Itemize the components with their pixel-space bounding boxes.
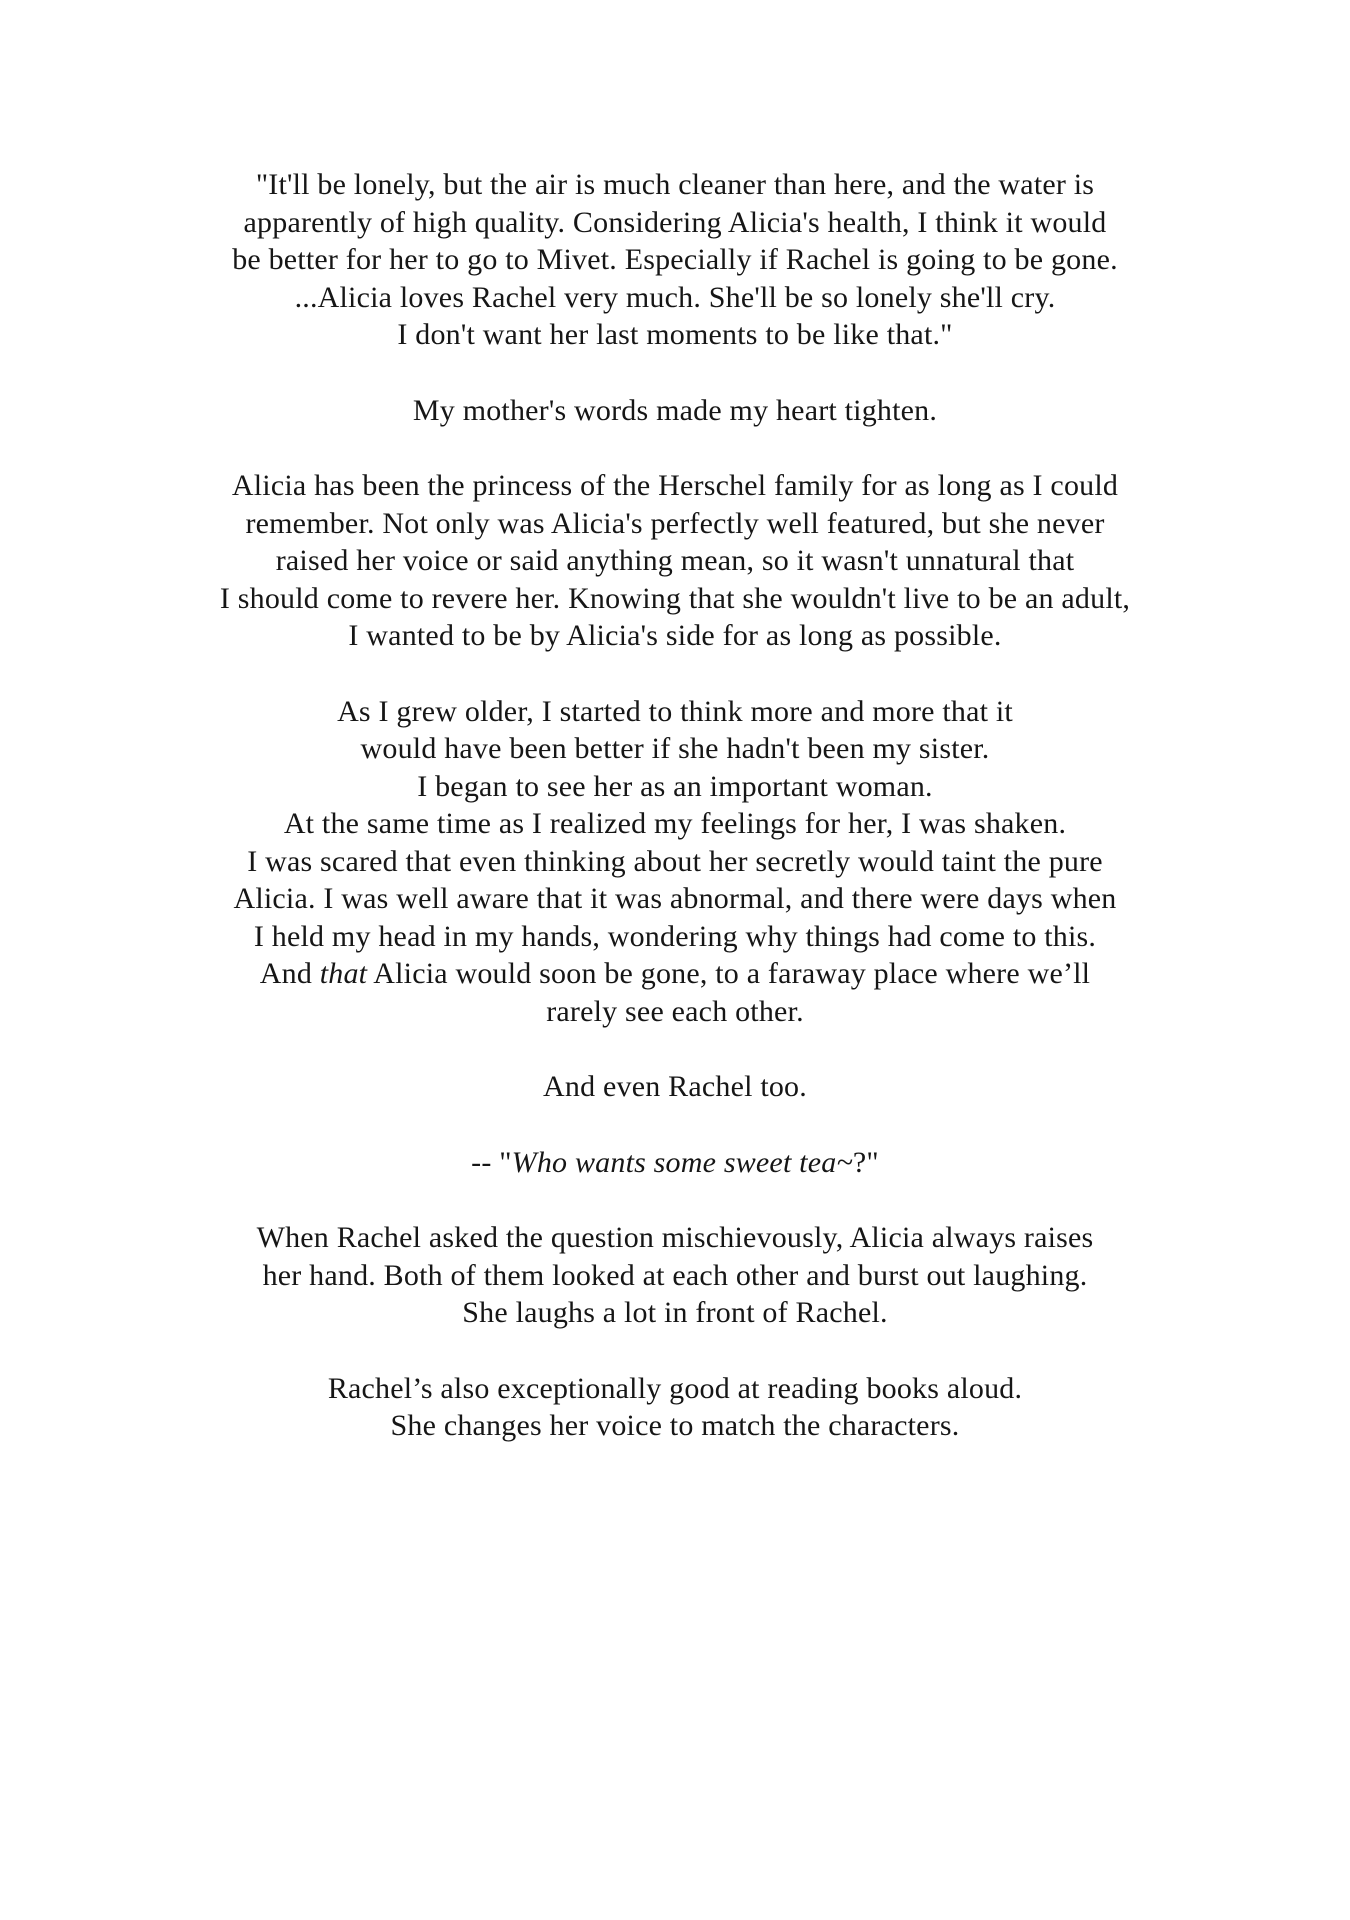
text-segment-italic: Who wants some sweet tea~ [511, 1145, 853, 1179]
text-line: her hand. Both of them looked at each other and burst out laughing. [262, 1258, 1088, 1292]
text-segment: Alicia would soon be gone, to a faraway place where we’ll [367, 957, 1091, 990]
paragraph-alicia-princess [30, 467, 1320, 655]
text-segment-italic: that [319, 957, 368, 990]
text-line: "It'll be lonely, but the air is much cleaner than here, and the water is [255, 168, 1095, 201]
text-segment: -- " [471, 1145, 512, 1179]
text-line: would have been better if she hadn't been my sister. [360, 732, 990, 765]
paragraph-growing-feelings [30, 693, 1320, 1031]
text-line: As I grew older, I started to think more and more that it [337, 694, 1013, 728]
paragraph-rachel-too [30, 1068, 1320, 1106]
text-line: She changes her voice to match the characters. [390, 1409, 960, 1442]
text-line: I held my head in my hands, wondering why things had come to this. [253, 919, 1097, 953]
paragraph-mother-dialogue [30, 166, 1320, 354]
text-line: remember. Not only was Alicia's perfectly well featured, but she never [245, 506, 1105, 540]
text-line: I wanted to be by Alicia's side for as long as possible. [348, 619, 1002, 652]
text-line: I began to see her as an important woman. [417, 769, 933, 803]
text-line: My mother's words made my heart tighten. [412, 393, 938, 427]
text-line: I was scared that even thinking about her secretly would taint the pure [247, 844, 1103, 878]
text-line: And even Rachel too. [543, 1070, 807, 1103]
text-line: apparently of high quality. Considering Alicia's health, I think it would [243, 205, 1107, 239]
paragraph-heart-tighten [30, 392, 1320, 430]
text-line: At the same time as I realized my feelings for her, I was shaken. [283, 807, 1067, 840]
text-line-with-emphasis [30, 1144, 1320, 1182]
text-segment: ?" [852, 1145, 879, 1179]
text-line: Rachel’s also exceptionally good at reading books aloud. [327, 1371, 1023, 1405]
text-line: Alicia. I was well aware that it was abnormal, and there were days when [233, 882, 1117, 915]
text-line: be better for her to go to Mivet. Especially if Rachel is going to be gone. [232, 243, 1118, 276]
text-line: raised her voice or said anything mean, so it wasn't unnatural that [275, 544, 1075, 577]
story-page [30, 0, 1320, 1445]
text-line: ...Alicia loves Rachel very much. She'll be so lonely she'll cry. [294, 280, 1056, 314]
text-line: When Rachel asked the question mischievously, Alicia always raises [256, 1221, 1094, 1254]
text-line: rarely see each other. [546, 994, 804, 1028]
text-line-with-emphasis [30, 955, 1320, 993]
paragraph-laughing [30, 1219, 1320, 1332]
text-line: Alicia has been the princess of the Herschel family for as long as I could [231, 469, 1119, 502]
text-line: She laughs a lot in front of Rachel. [462, 1296, 888, 1329]
paragraph-reading-aloud [30, 1370, 1320, 1445]
paragraph-rachel-quote [30, 1144, 1320, 1182]
text-segment: And [259, 957, 320, 990]
text-line: I don't want her last moments to be like that." [397, 318, 953, 351]
text-line: I should come to revere her. Knowing that she wouldn't live to be an adult, [219, 581, 1131, 615]
